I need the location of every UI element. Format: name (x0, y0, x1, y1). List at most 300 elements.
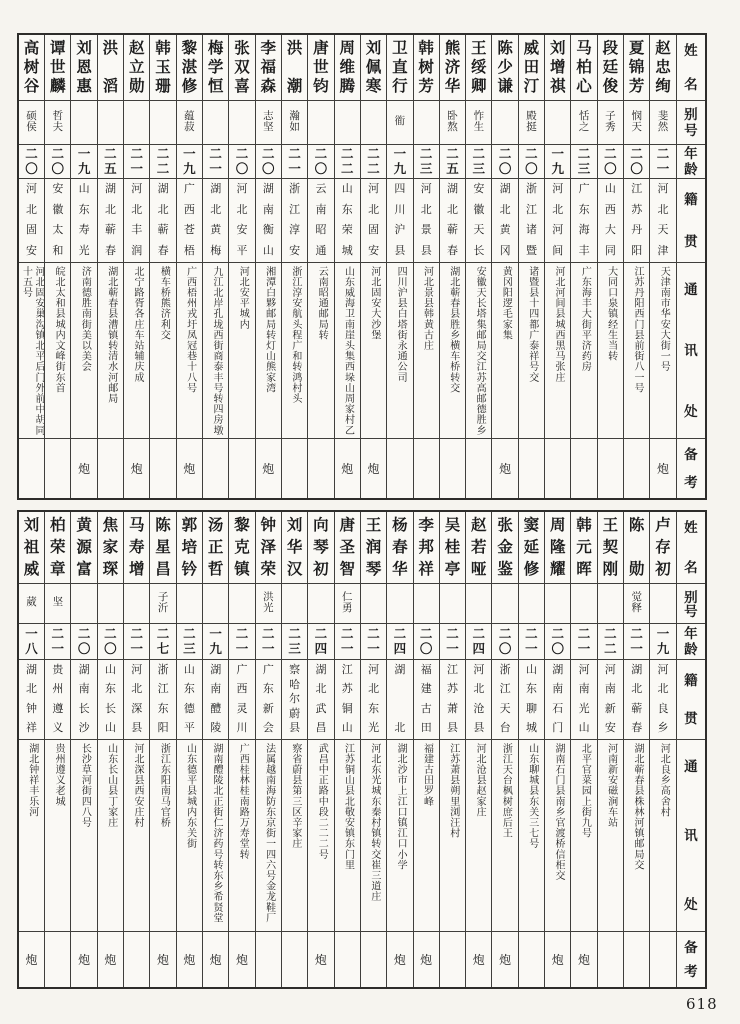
age-cell: 二 三 (466, 145, 491, 179)
age-cell: 二 一 (519, 624, 544, 660)
age-cell: 一 九 (545, 145, 570, 179)
person-column (44, 35, 70, 498)
remark-cell (229, 439, 254, 498)
alias-cell: 恬 之 (571, 101, 596, 145)
remark-cell (98, 439, 123, 498)
address-cell: 河北河间县城西黑马张庄 (545, 263, 570, 439)
address-cell: 江苏铜山县北敬安镇东门里 (335, 740, 360, 932)
native-cell: 湖 南 衡 山 (256, 179, 281, 263)
alias-cell (414, 584, 439, 624)
remark-cell (414, 439, 439, 498)
person-column (149, 35, 175, 498)
address-cell: 九江北岸孔垅西街商泰丰号转四房墩 (203, 263, 228, 439)
age-cell: 二 三 (282, 624, 307, 660)
person-column (202, 512, 228, 987)
name-cell: 柏 荣 章 (45, 512, 70, 584)
age-cell: 二 一 (361, 624, 386, 660)
native-cell: 湖 南 长 沙 (71, 660, 96, 740)
address-cell: 河北良乡高舍村 (650, 740, 675, 932)
age-cell: 二 一 (203, 145, 228, 179)
row-header-address: 通 讯 处 (677, 263, 705, 439)
person-column (176, 35, 202, 498)
remark-cell: 炮 (78, 461, 91, 476)
age-cell: 二 七 (150, 624, 175, 660)
native-cell: 江 苏 丹 阳 (624, 179, 649, 263)
person-column (70, 512, 96, 987)
address-cell: 江苏萧县朔里浏汪村 (440, 740, 465, 932)
alias-cell: 衜 (387, 101, 412, 145)
native-cell: 湖 北 蕲 春 (150, 179, 175, 263)
remark-cell: 炮 (262, 461, 275, 476)
remark-cell (440, 932, 465, 987)
row-header-alias: 别 号 (677, 584, 705, 624)
row-header-alias: 别 号 (677, 101, 705, 145)
name-cell: 王 契 刚 (598, 512, 623, 584)
alias-cell: 子 沂 (150, 584, 175, 624)
age-cell: 二 四 (308, 624, 333, 660)
person-column (649, 35, 675, 498)
name-cell: 赵 忠 绚 (650, 35, 675, 101)
native-cell: 江 苏 铜 山 (335, 660, 360, 740)
age-cell: 二 一 (124, 624, 149, 660)
name-cell: 陈 勋 (624, 512, 649, 584)
native-cell: 河 北 深 县 (124, 660, 149, 740)
name-cell: 赵 若 哑 (466, 512, 491, 584)
remark-cell: 炮 (499, 952, 512, 967)
name-cell: 陈 少 谦 (492, 35, 517, 101)
age-cell: 二 三 (177, 624, 202, 660)
address-cell: 云南昭通邮局转 (308, 263, 333, 439)
name-cell: 刘 华 汉 (282, 512, 307, 584)
address-cell: 广东海丰大街平济药房 (571, 263, 596, 439)
person-column (544, 35, 570, 498)
native-cell: 云 南 昭 通 (308, 179, 333, 263)
name-cell: 焦 家 琛 (98, 512, 123, 584)
address-cell: 大同口泉镇经生当转 (598, 263, 623, 439)
person-column (491, 35, 517, 498)
alias-cell (150, 101, 175, 145)
alias-cell (282, 584, 307, 624)
person-column (202, 35, 228, 498)
remark-cell: 炮 (499, 461, 512, 476)
person-column (149, 512, 175, 987)
native-cell: 浙 江 淳 安 (282, 179, 307, 263)
alias-cell: 蕴 菽 (177, 101, 202, 145)
name-cell: 韩 树 芳 (414, 35, 439, 101)
name-cell: 谭 世 麟 (45, 35, 70, 101)
native-cell: 浙 江 东 阳 (150, 660, 175, 740)
alias-cell: 卧 熬 (440, 101, 465, 145)
row-header-age: 年 龄 (677, 145, 705, 179)
age-cell: 二 二 (335, 145, 360, 179)
address-cell: 天津南市华安大街一号 (650, 263, 675, 439)
native-cell: 四 川 沪 县 (387, 179, 412, 263)
person-column (465, 512, 491, 987)
person-column (19, 35, 44, 498)
native-cell: 浙 江 诸 暨 (519, 179, 544, 263)
person-column (597, 512, 623, 987)
remark-cell: 炮 (341, 461, 354, 476)
native-cell: 湖 北 武 昌 (308, 660, 333, 740)
row-header-name: 姓 名 (677, 35, 705, 101)
name-cell: 杨 春 华 (387, 512, 412, 584)
alias-cell: 葳 (19, 584, 44, 624)
alias-cell: 怍 生 (466, 101, 491, 145)
person-column (518, 512, 544, 987)
age-cell: 二 一 (282, 145, 307, 179)
address-cell: 江苏丹阳西门县前街八一号 (624, 263, 649, 439)
alias-cell (71, 584, 96, 624)
alias-cell (229, 101, 254, 145)
address-cell: 河北沧县赵家庄 (466, 740, 491, 932)
age-cell: 二 一 (650, 145, 675, 179)
alias-cell (124, 101, 149, 145)
address-cell: 河北东光城东秦村镇转交崔三道庄 (361, 740, 386, 932)
person-column (281, 512, 307, 987)
alias-cell (466, 584, 491, 624)
age-cell: 二 〇 (598, 145, 623, 179)
age-cell: 二 一 (624, 624, 649, 660)
alias-cell: 哲 夫 (45, 101, 70, 145)
age-cell: 二 五 (440, 145, 465, 179)
remark-cell (45, 932, 70, 987)
name-cell: 钟 泽 荣 (256, 512, 281, 584)
row-header-remark: 备 考 (684, 940, 698, 979)
name-cell: 周 隆 耀 (545, 512, 570, 584)
person-column (413, 512, 439, 987)
age-cell: 二 一 (45, 624, 70, 660)
age-cell: 二 〇 (308, 145, 333, 179)
alias-cell (361, 584, 386, 624)
page-number: 618 (686, 995, 718, 1013)
person-column (228, 35, 254, 498)
native-cell: 河 南 光 山 (571, 660, 596, 740)
age-cell: 一 九 (387, 145, 412, 179)
alias-cell (545, 101, 570, 145)
remark-cell (519, 439, 544, 498)
row-header-column (676, 512, 705, 987)
remark-cell (624, 439, 649, 498)
alias-cell: 洪 光 (256, 584, 281, 624)
person-column (334, 35, 360, 498)
native-cell: 山 东 寿 光 (71, 179, 96, 263)
name-cell: 李 福 森 (256, 35, 281, 101)
address-cell: 北宁路胥各庄车站辅庆成 (124, 263, 149, 439)
person-column (97, 512, 123, 987)
address-cell: 河北景县韩黄古庄 (414, 263, 439, 439)
age-cell: 二 二 (598, 624, 623, 660)
native-cell: 湖 南 醴 陵 (203, 660, 228, 740)
remark-cell: 炮 (209, 952, 222, 967)
native-cell: 河 北 天 津 (650, 179, 675, 263)
person-column (19, 512, 44, 987)
name-cell: 梅 学 恒 (203, 35, 228, 101)
address-cell: 法属越南海防东京街一四六号金龙鞋厂 (256, 740, 281, 932)
remark-cell: 炮 (130, 461, 143, 476)
name-cell: 洪 潮 (282, 35, 307, 101)
alias-cell (571, 584, 596, 624)
remark-cell (308, 439, 333, 498)
name-cell: 李 邦 祥 (414, 512, 439, 584)
address-cell: 福建古田罗峰 (414, 740, 439, 932)
row-header-address: 通 讯 处 (677, 740, 705, 932)
alias-cell (598, 584, 623, 624)
address-cell: 湖南石门县南乡官渡桥信柜交 (545, 740, 570, 932)
native-cell: 福 建 古 田 (414, 660, 439, 740)
alias-cell: 仁 勇 (335, 584, 360, 624)
row-header-column (676, 35, 705, 498)
name-cell: 刘 增 祺 (545, 35, 570, 101)
alias-cell: 悯 天 (624, 101, 649, 145)
remark-cell (361, 932, 386, 987)
name-cell: 洪 滔 (98, 35, 123, 101)
person-column (44, 512, 70, 987)
address-cell: 山东德平县城内东关街 (177, 740, 202, 932)
alias-cell (98, 584, 123, 624)
age-cell: 二 〇 (229, 145, 254, 179)
remark-cell (545, 439, 570, 498)
name-cell: 刘 恩 惠 (71, 35, 96, 101)
native-cell: 江 苏 萧 县 (440, 660, 465, 740)
age-cell: 二 〇 (414, 624, 439, 660)
alias-cell (124, 584, 149, 624)
name-cell: 威 田 汀 (519, 35, 544, 101)
person-column (491, 512, 517, 987)
address-cell: 河北固安大沙堡 (361, 263, 386, 439)
native-cell: 安 徽 太 和 (45, 179, 70, 263)
alias-cell (308, 584, 333, 624)
alias-cell (492, 101, 517, 145)
alias-cell (229, 584, 254, 624)
age-cell: 二 一 (335, 624, 360, 660)
native-cell: 安 徽 天 长 (466, 179, 491, 263)
native-cell: 湖 北 钟 祥 (19, 660, 44, 740)
name-cell: 刘 祖 威 (19, 512, 44, 584)
native-cell: 河 北 安 平 (229, 179, 254, 263)
row-header-native: 籍 贯 (677, 660, 705, 740)
alias-cell (203, 584, 228, 624)
person-column (228, 512, 254, 987)
alias-cell (650, 584, 675, 624)
age-cell: 二 二 (361, 145, 386, 179)
alias-cell (71, 101, 96, 145)
person-column (439, 35, 465, 498)
name-cell: 吴 桂 亭 (440, 512, 465, 584)
address-cell: 四川沪县白塔街永通公司 (387, 263, 412, 439)
alias-cell: 志 坚 (256, 101, 281, 145)
age-cell: 二 〇 (519, 145, 544, 179)
name-cell: 夏 锦 芳 (624, 35, 649, 101)
address-cell: 济南德胜南街美以美会 (71, 263, 96, 439)
row-header-remark: 备 考 (684, 447, 698, 490)
name-cell: 窦 延 修 (519, 512, 544, 584)
address-cell: 湘潭白夥邮局转灯山熊家湾 (256, 263, 281, 439)
row-header-name: 姓 名 (677, 512, 705, 584)
age-cell: 一 九 (177, 145, 202, 179)
native-cell: 湖 北 黄 冈 (492, 179, 517, 263)
person-column (255, 35, 281, 498)
name-cell: 张 金 鉴 (492, 512, 517, 584)
native-cell: 察 哈 尔 蔚 县 (282, 660, 307, 740)
native-cell: 山 东 聊 城 (519, 660, 544, 740)
name-cell: 熊 济 华 (440, 35, 465, 101)
native-cell: 湖 北 蕲 春 (440, 179, 465, 263)
age-cell: 二 〇 (492, 624, 517, 660)
address-cell: 湖北钟祥丰乐河 (19, 740, 44, 932)
address-cell: 浙江天台枫树庶后王 (492, 740, 517, 932)
name-cell: 唐 世 钧 (308, 35, 333, 101)
alias-cell: 殿 挺 (519, 101, 544, 145)
remark-cell (150, 439, 175, 498)
native-cell: 山 东 长 山 (98, 660, 123, 740)
address-cell: 河北安平城内 (229, 263, 254, 439)
address-cell: 山东长山县丁家庄 (98, 740, 123, 932)
person-column (281, 35, 307, 498)
person-column (360, 35, 386, 498)
person-column (386, 35, 412, 498)
name-cell: 汤 正 哲 (203, 512, 228, 584)
age-cell: 二 〇 (98, 624, 123, 660)
age-cell: 二 三 (571, 145, 596, 179)
native-cell: 广 西 苍 梧 (177, 179, 202, 263)
alias-cell (308, 101, 333, 145)
alias-cell: 子 秀 (598, 101, 623, 145)
address-cell: 浙江淳安航头程广和转鸿村头 (282, 263, 307, 439)
address-cell: 安徽天长塔集邮局交江苏高邮德胜乡 (466, 263, 491, 439)
age-cell: 二 四 (387, 624, 412, 660)
remark-cell (650, 932, 675, 987)
row-header-native: 籍 贯 (677, 179, 705, 263)
remark-cell: 炮 (157, 952, 170, 967)
remark-cell: 炮 (551, 952, 564, 967)
alias-cell: 瀚 如 (282, 101, 307, 145)
age-cell: 二 〇 (545, 624, 570, 660)
name-cell: 黄 源 富 (71, 512, 96, 584)
name-cell: 周 维 腾 (335, 35, 360, 101)
remark-cell (45, 439, 70, 498)
remark-cell: 炮 (656, 461, 669, 476)
address-cell: 湖南醴陵北正街仁济药号转东乡希贤堂 (203, 740, 228, 932)
native-cell: 湖 北 (387, 660, 412, 740)
native-cell: 湖 南 石 门 (545, 660, 570, 740)
remark-cell (282, 439, 307, 498)
alias-cell (440, 584, 465, 624)
name-cell: 唐 圣 智 (335, 512, 360, 584)
address-cell: 山东威海卫南崖头集西垛山周家村乙 (335, 263, 360, 439)
person-column (597, 35, 623, 498)
age-cell: 二 〇 (45, 145, 70, 179)
name-cell: 王 润 琴 (361, 512, 386, 584)
alias-cell (98, 101, 123, 145)
remark-cell (124, 932, 149, 987)
native-cell: 河 北 沧 县 (466, 660, 491, 740)
remark-cell: 炮 (578, 952, 591, 967)
remark-cell: 炮 (104, 952, 117, 967)
age-cell: 二 二 (150, 145, 175, 179)
alias-cell (203, 101, 228, 145)
native-cell: 河 北 河 间 (545, 179, 570, 263)
person-column (544, 512, 570, 987)
age-cell: 一 八 (19, 624, 44, 660)
name-cell: 向 琴 初 (308, 512, 333, 584)
alias-cell: 硕 侯 (19, 101, 44, 145)
address-cell: 黄冈阳逻毛家集 (492, 263, 517, 439)
native-cell: 河 北 良 乡 (650, 660, 675, 740)
age-cell: 二 五 (98, 145, 123, 179)
address-cell: 湖北沙市上江口镇江口小学 (387, 740, 412, 932)
remark-cell: 炮 (367, 461, 380, 476)
name-cell: 卫 直 行 (387, 35, 412, 101)
native-cell: 浙 江 天 台 (492, 660, 517, 740)
address-cell: 山东聊城县东关三七号 (519, 740, 544, 932)
native-cell: 广 东 海 丰 (571, 179, 596, 263)
person-column (334, 512, 360, 987)
remark-cell: 炮 (420, 952, 433, 967)
address-cell: 河南新安磁涧车站 (598, 740, 623, 932)
name-cell: 卢 存 初 (650, 512, 675, 584)
native-cell: 河 北 固 安 (361, 179, 386, 263)
address-cell: 诸暨县十四都广泰祥号交 (519, 263, 544, 439)
native-cell: 河 北 丰 润 (124, 179, 149, 263)
address-cell: 浙江东阳南马官桥 (150, 740, 175, 932)
age-cell: 二 一 (256, 624, 281, 660)
address-cell: 武昌中正路中段二二二号 (308, 740, 333, 932)
age-cell: 二 三 (414, 145, 439, 179)
native-cell: 湖 北 蕲 春 (98, 179, 123, 263)
alias-cell (414, 101, 439, 145)
name-cell: 马 寿 增 (124, 512, 149, 584)
age-cell: 一 九 (650, 624, 675, 660)
person-column (176, 512, 202, 987)
native-cell: 河 北 景 县 (414, 179, 439, 263)
row-header-age: 年 龄 (677, 624, 705, 660)
alias-cell: 觉 释 (624, 584, 649, 624)
remark-cell (466, 439, 491, 498)
remark-cell (282, 932, 307, 987)
remark-cell: 炮 (183, 952, 196, 967)
remark-cell: 炮 (25, 952, 38, 967)
native-cell: 山 西 大 同 (598, 179, 623, 263)
person-column (570, 35, 596, 498)
remark-cell (256, 932, 281, 987)
name-cell: 王 绥 卿 (466, 35, 491, 101)
alias-cell: 坚 (45, 584, 70, 624)
native-cell: 山 东 德 平 (177, 660, 202, 740)
alias-cell (361, 101, 386, 145)
name-cell: 赵 立 勋 (124, 35, 149, 101)
remark-cell (624, 932, 649, 987)
age-cell: 二 一 (124, 145, 149, 179)
person-column (518, 35, 544, 498)
address-cell: 皖北太和县城内文峰街东首 (45, 263, 70, 439)
native-cell: 湖 北 黄 梅 (203, 179, 228, 263)
remark-cell (203, 439, 228, 498)
native-cell: 河 北 固 安 (19, 179, 44, 263)
address-cell: 湖北蕲春县株林河镇邮局交 (624, 740, 649, 932)
address-cell: 湖北蕲春县漕镇转清水河邮局 (98, 263, 123, 439)
alias-cell (387, 584, 412, 624)
native-cell: 河 南 新 安 (598, 660, 623, 740)
name-cell: 高 树 谷 (19, 35, 44, 101)
person-column (97, 35, 123, 498)
address-cell: 长沙草河街四八号 (71, 740, 96, 932)
remark-cell (335, 932, 360, 987)
age-cell: 二 〇 (492, 145, 517, 179)
age-cell: 一 九 (203, 624, 228, 660)
person-column (70, 35, 96, 498)
age-cell: 一 九 (71, 145, 96, 179)
native-cell: 广 西 灵 川 (229, 660, 254, 740)
